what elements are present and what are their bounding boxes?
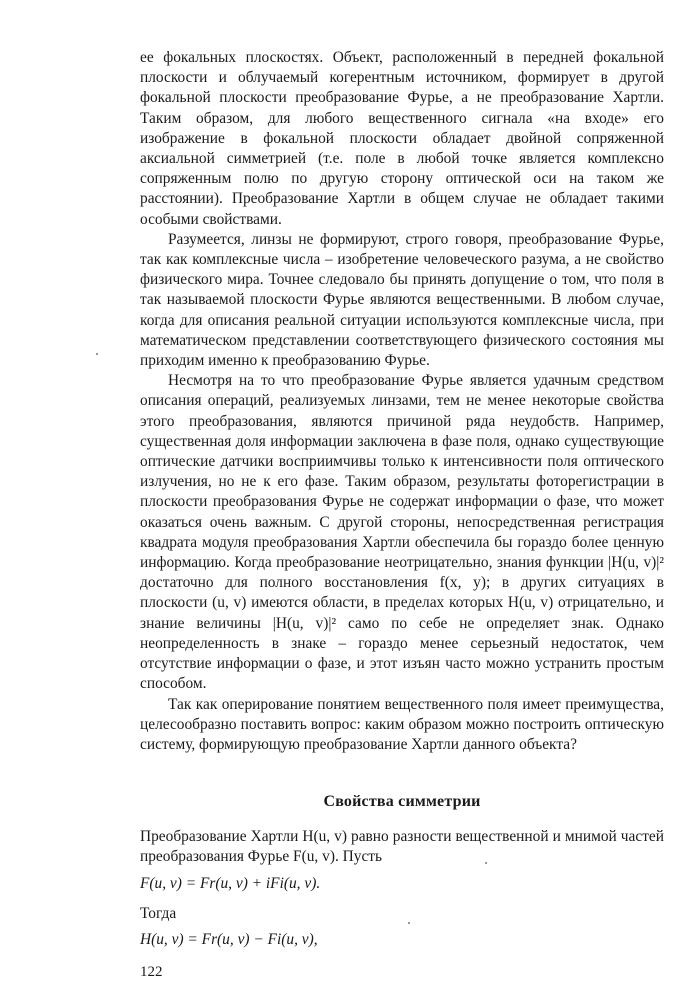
paragraph-1: ее фокальных плоскостях. Объект, расположенный в передней фокальной плоскости и облучаемый когерентным источником, формирует в другой фокальной плоскости преобразование Фурье, а не преобразование Хартли. Таким образом, для любого вещественного сигнала «на входе» его изображение в фокальной плоскости обладает двойной сопряженной аксиальной симметрией (т.е. поле в любой точке является комплексно сопряженным полю по другую сторону оптической оси на таком же расстоянии). Преобразование Хартли в общем случае не обладает такими особыми свойствами. [140, 49, 664, 228]
scan-speck [96, 353, 98, 355]
formula-fourier: F(u, v) = Fr(u, v) + iFi(u, v). [140, 874, 321, 892]
section-heading: Свойства симметрии [323, 793, 481, 811]
scan-speck [408, 922, 410, 924]
paragraph-4: Так как оперирование понятием вещественного поля имеет преимущества, целесообразно поставить вопрос: каким образом можно построить оптическую систему, формирующую преобразование Хартли данного объекта? [140, 695, 664, 753]
section-text: Преобразование Хартли H(u, v) равно разности вещественной и мнимой частей преобразования Фурье F(u, v). Пусть [140, 828, 664, 866]
formula-hartley: H(u, v) = Fr(u, v) − Fi(u, v), [140, 930, 318, 948]
page-number: 122 [140, 963, 163, 980]
scan-speck [485, 862, 487, 864]
page-body [140, 48, 664, 981]
paragraph-3: Несмотря на то что преобразование Фурье является удачным средством описания операций, реализуемых линзами, тем не менее некоторые свойства этого преобразования, являются причиной ряда неудобств. Например, существенная доля информации заключена в фазе поля, однако существующие оптические датчики восприимчивы только к интенсивности поля оптического излучения, но не к его фазе. Таким образом, результаты фоторегистрации в плоскости преобразования Фурье не содержат информации о фазе, что может оказаться очень важным. С другой стороны, непосредственная регистрация квадрата модуля преобразования Хартли обеспечила бы гораздо более ценную информацию. Когда преобразование неотрицательно, знания функции |H(u, v)|² достаточно для полного восстановления f(x, y); в других ситуациях в плоскости (u, v) имеются области, в пределах которых H(u, v) отрицательно, и знание величины |H(u, v)|² само по себе не определяет знак. Однако неопределенность в знаке – гораздо менее серьезный недостаток, чем отсутствие информации о фазе, и этот изъян часто можно устранить простым способом. [140, 372, 664, 693]
paragraph-2: Разумеется, линзы не формируют, строго говоря, преобразование Фурье, так как комплексные числа – изобретение человеческого разума, а не свойство физического мира. Точнее следовало бы принять допущение о том, что поля в так называемой плоскости Фурье являются вещественными. В любом случае, когда для описания реальной ситуации используются комплексные числа, при математическом представлении соответствующего физического состояния мы приходим именно к преобразованию Фурье. [140, 230, 664, 370]
then-word: Тогда [140, 904, 177, 922]
